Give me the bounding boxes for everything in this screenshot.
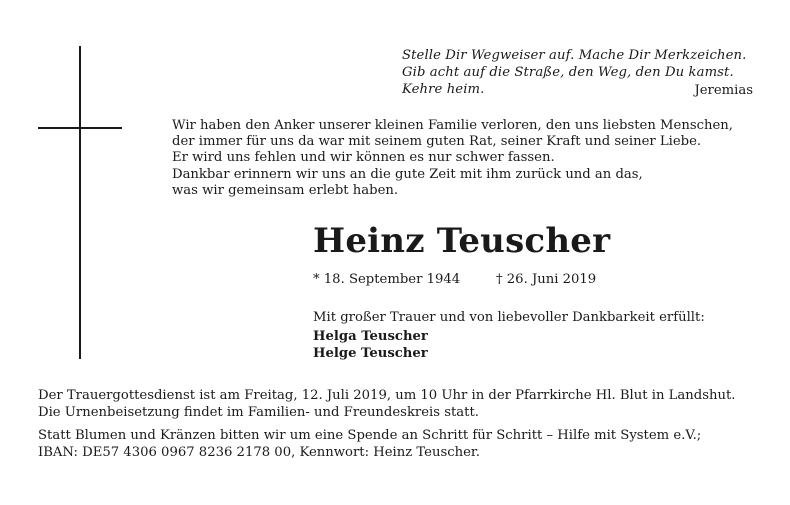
memorial-text: [172, 118, 762, 199]
birth-date: * 18. September 1944: [313, 272, 461, 287]
verse-source: Jeremias: [694, 83, 753, 98]
funeral-service-info: [38, 387, 768, 421]
mourner-name: Helga Teuscher: [313, 329, 428, 344]
memorial-text-line: Dankbar erinnern wir uns an die gute Zeit mit ihm zurück und an das,: [172, 166, 643, 182]
mourners-list: [313, 328, 428, 362]
mourners-intro: Mit großer Trauer und von liebevoller Dankbarkeit erfüllt:: [313, 310, 705, 325]
donation-info: [38, 427, 768, 461]
service-line: Der Trauergottesdienst ist am Freitag, 12. Juli 2019, um 10 Uhr in der Pfarrkirche Hl. Blut in Landshut.: [38, 388, 736, 403]
cross-vertical-beam: [79, 46, 81, 359]
memorial-text-line: was wir gemeinsam erlebt haben.: [172, 182, 399, 198]
verse-line: Stelle Dir Wegweiser auf. Mache Dir Merkzeichen.: [402, 48, 747, 63]
verse-line: Gib acht auf die Straße, den Weg, den Du kamst.: [402, 65, 734, 80]
deceased-name: Heinz Teuscher: [313, 221, 611, 261]
memorial-text-line: Wir haben den Anker unserer kleinen Familie verloren, den uns liebsten Menschen,: [172, 118, 733, 133]
donation-line: IBAN: DE57 4306 0967 8236 2178 00, Kennwort: Heinz Teuscher.: [38, 445, 480, 460]
cross-horizontal-beam: [38, 127, 122, 129]
memorial-text-line: der immer für uns da war mit seinem guten Rat, seiner Kraft und seiner Liebe.: [172, 134, 702, 150]
death-date: † 26. Juni 2019: [496, 272, 597, 287]
memorial-text-line: Er wird uns fehlen und wir können es nur schwer fassen.: [172, 150, 555, 166]
service-line: Die Urnenbeisetzung findet im Familien- und Freundeskreis statt.: [38, 405, 479, 420]
donation-line: Statt Blumen und Kränzen bitten wir um eine Spende an Schritt für Schritt – Hilfe mit System e.V.;: [38, 428, 702, 443]
verse-line: Kehre heim.: [402, 82, 485, 97]
mourner-name: Helge Teuscher: [313, 346, 428, 361]
